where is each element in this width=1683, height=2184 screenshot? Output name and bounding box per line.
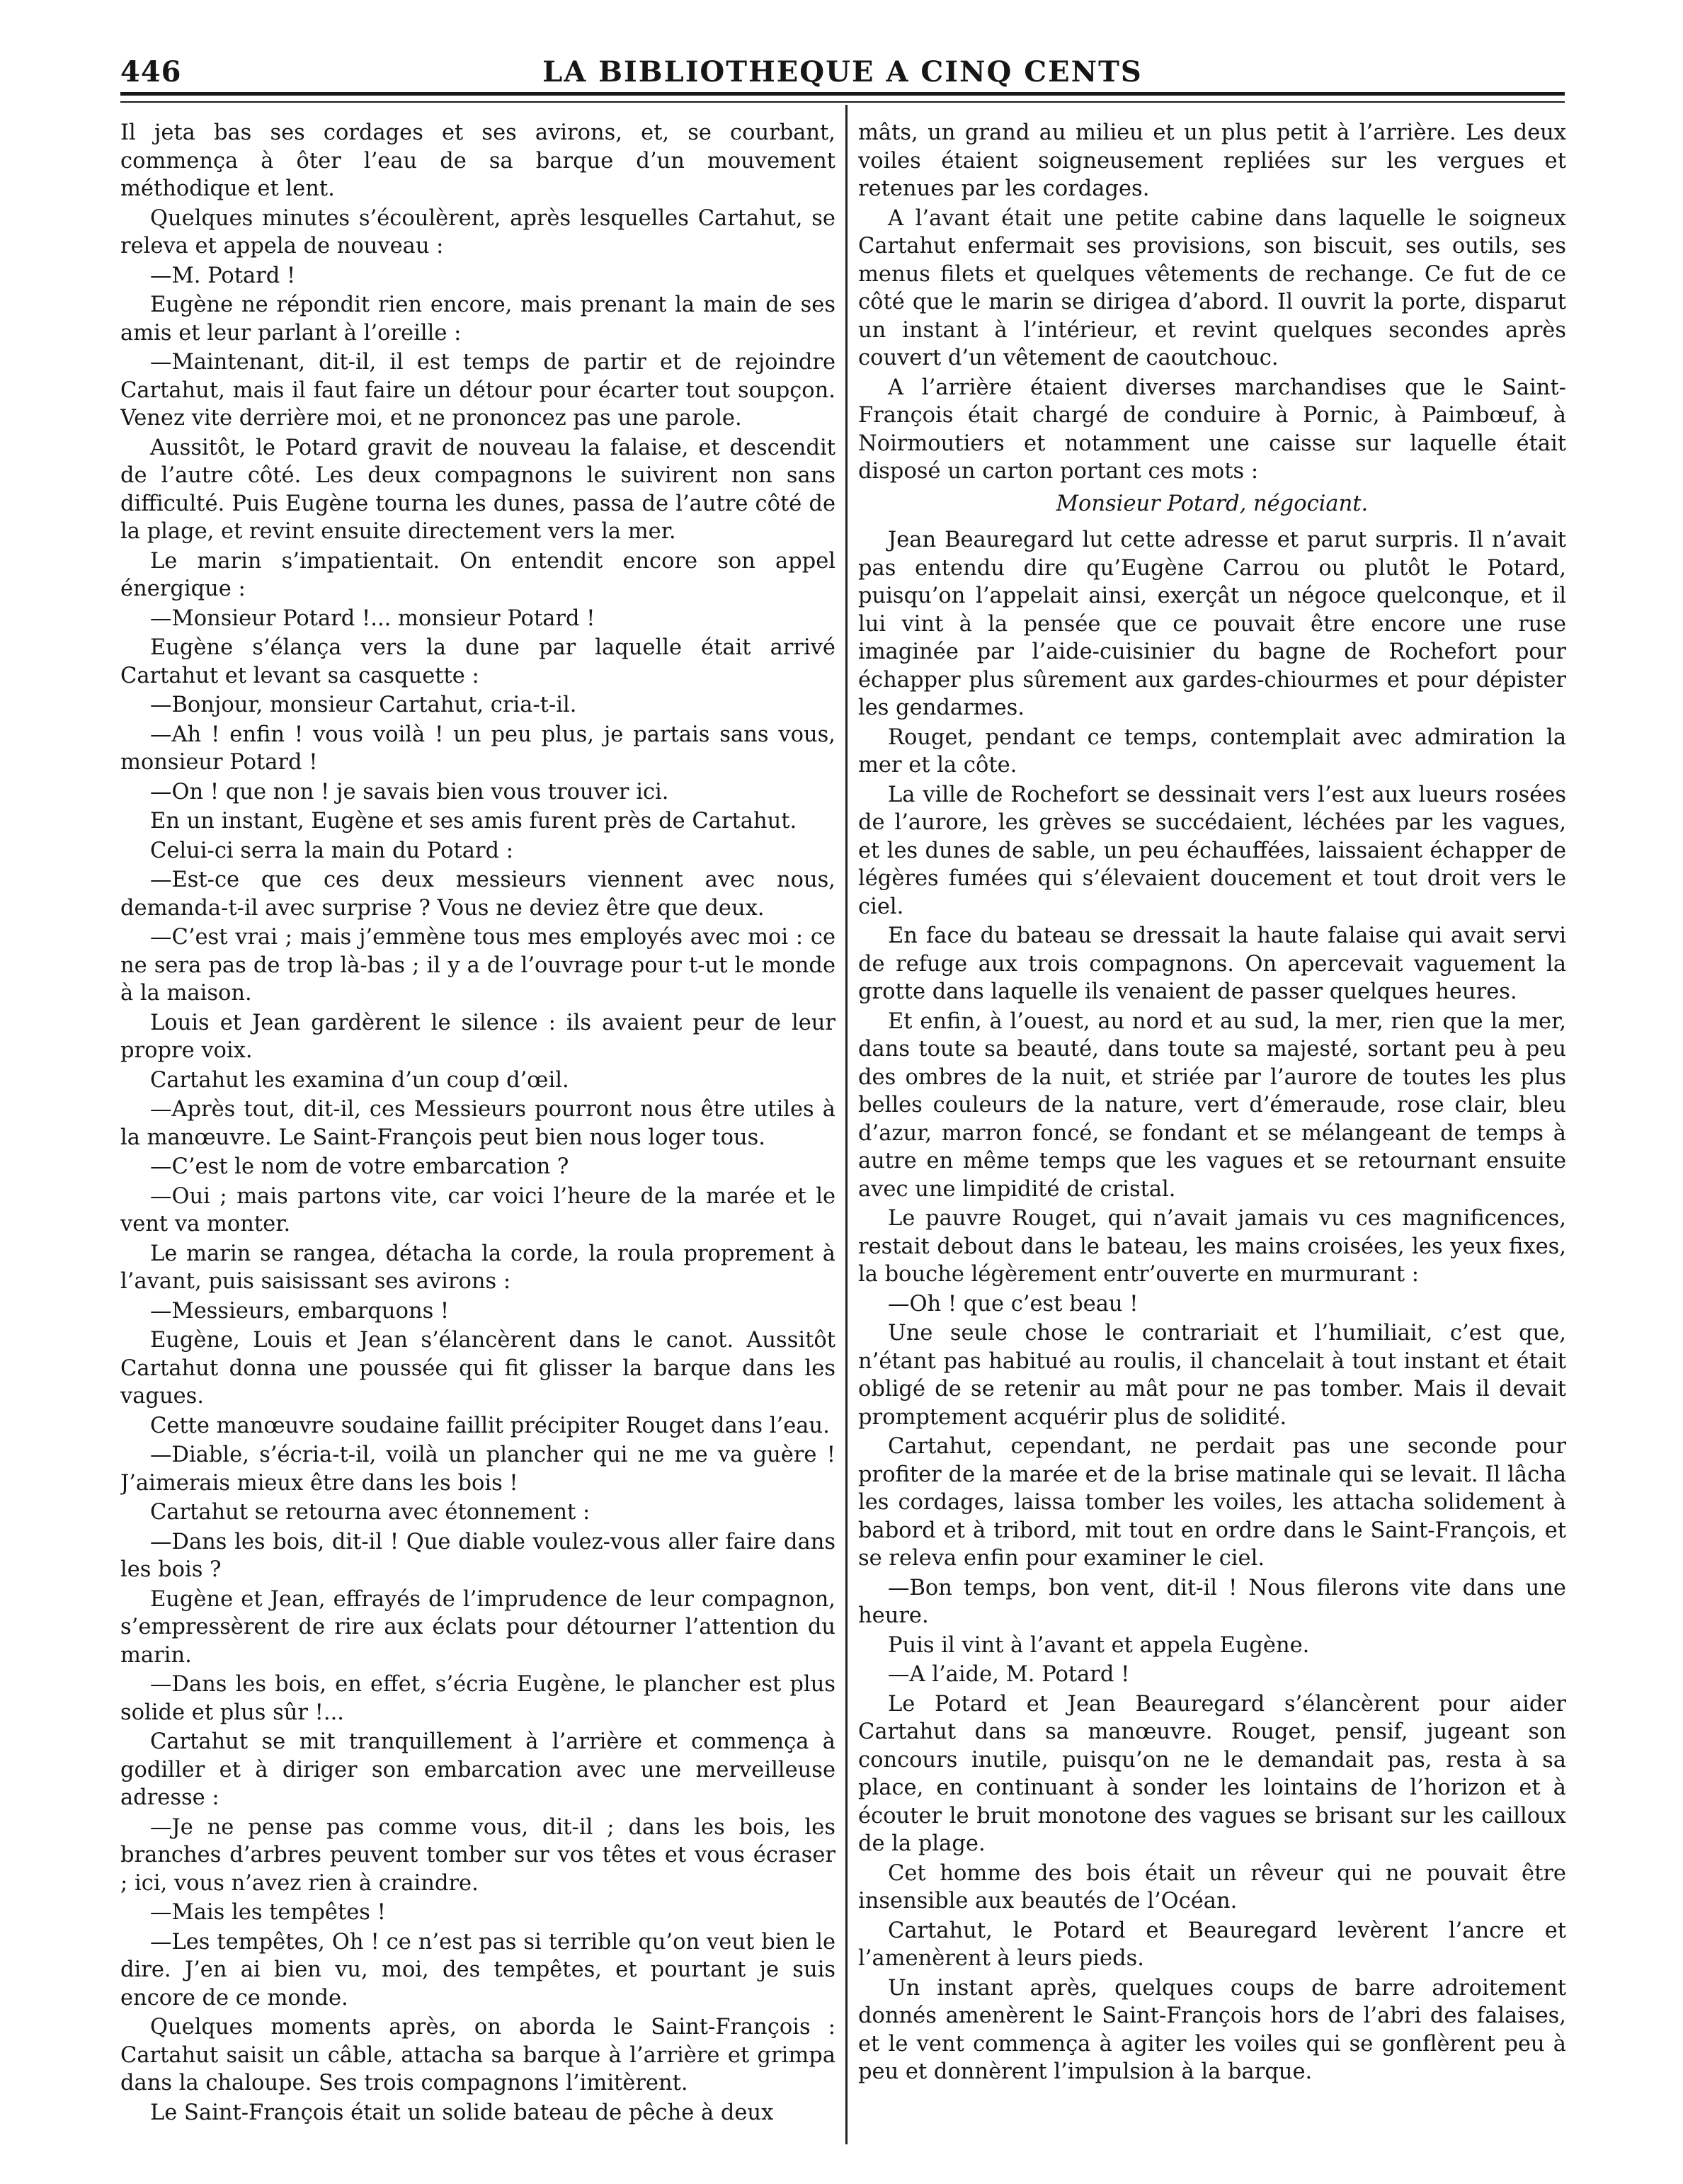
paragraph: Le marin s’impatientait. On entendit encore son appel énergique : — [120, 548, 835, 601]
paragraph: mâts, un grand au milieu et un plus petit à l’arrière. Les deux voiles étaient soigneusement repliées sur les vergues et retenues par les cordages. — [858, 120, 1566, 201]
header-rule-thick — [120, 92, 1565, 96]
paragraph: —Oui ; mais partons vite, car voici l’heure de la marée et le vent va monter. — [120, 1183, 835, 1236]
right-column — [858, 119, 1566, 2159]
paragraph: —Oh ! que c’est beau ! — [888, 1291, 1139, 1316]
header-rule-thin — [120, 101, 1565, 103]
paragraph: —Mais les tempêtes ! — [150, 1900, 386, 1925]
paragraph: Cet homme des bois était un rêveur qui ne pouvait être insensible aux beautés de l’Océan. — [858, 1860, 1566, 1913]
paragraph: Louis et Jean gardèrent le silence : ils avaient peur de leur propre voix. — [120, 1010, 835, 1063]
paragraph: Eugène s’élança vers la dune par laquelle était arrivé Cartahut et levant sa casquette : — [120, 635, 835, 688]
paragraph: Cartahut se retourna avec étonnement : — [150, 1500, 591, 1525]
paragraph: A l’avant était une petite cabine dans laquelle le soigneux Cartahut enfermait ses provisions, son biscuit, ses outils, ses menus filets et quelques vêtements de rechange. Ce fut de ce côté que le marin se dirigea d’abord. Il ouvrit la porte, disparut un instant à l’intérieur, et revint quelques secondes après couvert d’un vêtement de caoutchouc. — [858, 205, 1566, 370]
paragraph: —Diable, s’écria-t-il, voilà un plancher qui ne me va guère ! J’aimerais mieux être dans les bois ! — [120, 1443, 835, 1496]
page-number: 446 — [120, 55, 182, 89]
paragraph: —Maintenant, dit-il, il est temps de partir et de rejoindre Cartahut, mais il faut faire un détour pour écarter tout soupçon. Venez vite derrière moi, et ne prononcez pas une parole. — [120, 350, 835, 431]
paragraph: Jean Beauregard lut cette adresse et parut surpris. Il n’avait pas entendu dire qu’Eugène Carrou ou plutôt le Potard, puisqu’on l’appelait ainsi, exerçât un négoce quelconque, et il lui vint à la pensée que ce pouvait être encore une ruse imaginée par l’aide-cuisinier du bagne de Rochefort pour échapper plus sûrement aux gardes-chiourmes et pour dépister les gendarmes. — [858, 528, 1566, 720]
page-header — [120, 55, 1565, 89]
column-divider — [845, 105, 848, 2144]
paragraph: Le Saint-François était un solide bateau de pêche à deux — [150, 2100, 774, 2125]
paragraph: Eugène, Louis et Jean s’élancèrent dans le canot. Aussitôt Cartahut donna une poussée qui fit glisser la barque dans les vagues. — [120, 1328, 835, 1409]
paragraph: Cartahut les examina d’un coup d’œil. — [150, 1067, 569, 1093]
paragraph: —Ah ! enfin ! vous voilà ! un peu plus, je partais sans vous, monsieur Potard ! — [120, 722, 835, 775]
paragraph: Un instant après, quelques coups de barre adroitement donnés amenèrent le Saint-François hors de l’abri des falaises, et le vent commença à agiter les voiles qui se gonflèrent peu à peu et donnèrent l’impulsion à la barque. — [858, 1975, 1566, 2084]
paragraph: Celui-ci serra la main du Potard : — [150, 838, 513, 863]
paragraph: —Messieurs, embarquons ! — [150, 1298, 450, 1324]
paragraph: —Les tempêtes, Oh ! ce n’est pas si terrible qu’on veut bien le dire. J’en ai bien vu, moi, des tempêtes, et pourtant je suis encore de ce monde. — [120, 1929, 835, 2010]
paragraph: —Est-ce que ces deux messieurs viennent avec nous, demanda-t-il avec surprise ? Vous ne deviez être que deux. — [120, 868, 835, 921]
paragraph: Quelques minutes s’écoulèrent, après lesquelles Cartahut, se releva et appela de nouveau : — [120, 205, 835, 258]
paragraph: Eugène et Jean, effrayés de l’imprudence de leur compagnon, s’empressèrent de rire aux éclats pour détourner l’attention du marin. — [120, 1586, 835, 1668]
paragraph: —Dans les bois, en effet, s’écria Eugène, le plancher est plus solide et plus sûr !... — [120, 1672, 835, 1725]
paragraph: Aussitôt, le Potard gravit de nouveau la falaise, et descendit de l’autre côté. Les deux compagnons le suivirent non sans difficulté. Puis Eugène tourna les dunes, passa de l’autre côté de la plage, et revint ensuite directement vers la mer. — [120, 435, 835, 544]
paragraph: Le Potard et Jean Beauregard s’élancèrent pour aider Cartahut dans sa manœuvre. Rouget, pensif, jugeant son concours inutile, puisqu’on ne le demandait pas, resta à sa place, en continuant à sonder les lointains de l’horizon et à écouter le bruit monotone des vagues se brisant sur les cailloux de la plage. — [858, 1691, 1566, 1856]
paragraph: Cartahut, cependant, ne perdait pas une seconde pour profiter de la marée et de la brise matinale qui se levait. Il lâcha les cordages, laissa tomber les voiles, les attacha solidement à babord et à tribord, mit tout en ordre dans le Saint-François, et se releva enfin pour examiner le ciel. — [858, 1434, 1566, 1571]
paragraph: —On ! que non ! je savais bien vous trouver ici. — [150, 779, 669, 804]
paragraph: La ville de Rochefort se dessinait vers l’est aux lueurs rosées de l’aurore, les grèves se succédaient, léchées par les vagues, et les dunes de sable, un peu échauffées, laissaient échapper de légères fumées qui s’élevaient doucement et tout droit vers le ciel. — [858, 782, 1566, 919]
paragraph: Quelques moments après, on aborda le Saint-François : Cartahut saisit un câble, attacha sa barque à l’arrière et grimpa dans la chaloupe. Ses trois compagnons l’imitèrent. — [120, 2015, 835, 2095]
paragraph: Le pauvre Rouget, qui n’avait jamais vu ces magnificences, restait debout dans le bateau, les mains croisées, les yeux fixes, la bouche légèrement entr’ouverte en murmurant : — [858, 1206, 1566, 1287]
paragraph: Cette manœuvre soudaine faillit précipiter Rouget dans l’eau. — [150, 1413, 830, 1438]
paragraph: Le marin se rangea, détacha la corde, la roula proprement à l’avant, puis saisissant ses avirons : — [120, 1241, 835, 1294]
paragraph: Il jeta bas ses cordages et ses avirons, et, se courbant, commença à ôter l’eau de sa barque d’un mouvement méthodique et lent. — [120, 120, 835, 201]
paragraph: —Je ne pense pas comme vous, dit-il ; dans les bois, les branches d’arbres peuvent tomber sur vos têtes et vous écraser ; ici, vous n’avez rien à craindre. — [120, 1814, 835, 1896]
paragraph: En un instant, Eugène et ses amis furent près de Cartahut. — [150, 809, 797, 834]
paragraph: Puis il vint à l’avant et appela Eugène. — [888, 1632, 1310, 1658]
paragraph: Une seule chose le contrariait et l’humiliait, c’est que, n’étant pas habitué au roulis, il chancelait à tout instant et était obligé de se retenir au mât pour ne pas tomber. Mais il devait promptement acquérir plus de solidité. — [858, 1321, 1566, 1430]
paragraph: Eugène ne répondit rien encore, mais prenant la main de ses amis et leur parlant à l’oreille : — [120, 292, 835, 346]
paragraph: —Dans les bois, dit-il ! Que diable voulez-vous aller faire dans les bois ? — [120, 1529, 835, 1582]
paragraph: —M. Potard ! — [150, 263, 296, 288]
paragraph: Rouget, pendant ce temps, contemplait avec admiration la mer et la côte. — [858, 724, 1566, 778]
paragraph: En face du bateau se dressait la haute falaise qui avait servi de refuge aux trois compagnons. On apercevait vaguement la grotte dans laquelle ils venaient de passer quelques heures. — [858, 923, 1566, 1004]
paragraph: Et enfin, à l’ouest, au nord et au sud, la mer, rien que la mer, dans toute sa beauté, dans toute sa majesté, sortant peu à peu des ombres de la nuit, et striée par l’aurore de toutes les plus belles couleurs de la nature, vert d’émeraude, rose clair, bleu d’azur, marron foncé, se fondant et se mélangeant de temps à autre en même temps que les vagues et se retournant ensuite avec une limpidité de cristal. — [858, 1008, 1566, 1202]
left-column — [120, 119, 835, 2159]
paragraph: —Monsieur Potard !... monsieur Potard ! — [150, 605, 595, 631]
paragraph: —Bonjour, monsieur Cartahut, cria-t-il. — [150, 693, 577, 717]
paragraph: A l’arrière étaient diverses marchandises que le Saint-François était chargé de conduire à Pornic, à Paimbœuf, à Noirmoutiers et notamment une caisse sur laquelle était disposé un carton portant ces mots : — [858, 375, 1566, 484]
paragraph: —Bon temps, bon vent, dit-il ! Nous filerons vite dans une heure. — [858, 1575, 1566, 1628]
paragraph: Cartahut se mit tranquillement à l’arrière et commença à godiller et à diriger son embarcation avec une merveilleuse adresse : — [120, 1729, 835, 1810]
paragraph: —Après tout, dit-il, ces Messieurs pourront nous être utiles à la manœuvre. Le Saint-François peut bien nous loger tous. — [120, 1097, 835, 1150]
paragraph: —C’est le nom de votre embarcation ? — [150, 1154, 569, 1179]
paragraph: —A l’aide, M. Potard ! — [888, 1662, 1130, 1687]
paragraph: Cartahut, le Potard et Beauregard levèrent l’ancre et l’amenèrent à leurs pieds. — [858, 1918, 1566, 1971]
paragraph: —C’est vrai ; mais j’emmène tous mes employés avec moi : ce ne sera pas de trop là-bas ; il y a de l’ouvrage pour t-ut le monde à la maison. — [120, 925, 835, 1006]
carton-inscription: Monsieur Potard, négociant. — [1056, 491, 1369, 516]
running-title: LA BIBLIOTHEQUE A CINQ CENTS — [542, 55, 1143, 89]
